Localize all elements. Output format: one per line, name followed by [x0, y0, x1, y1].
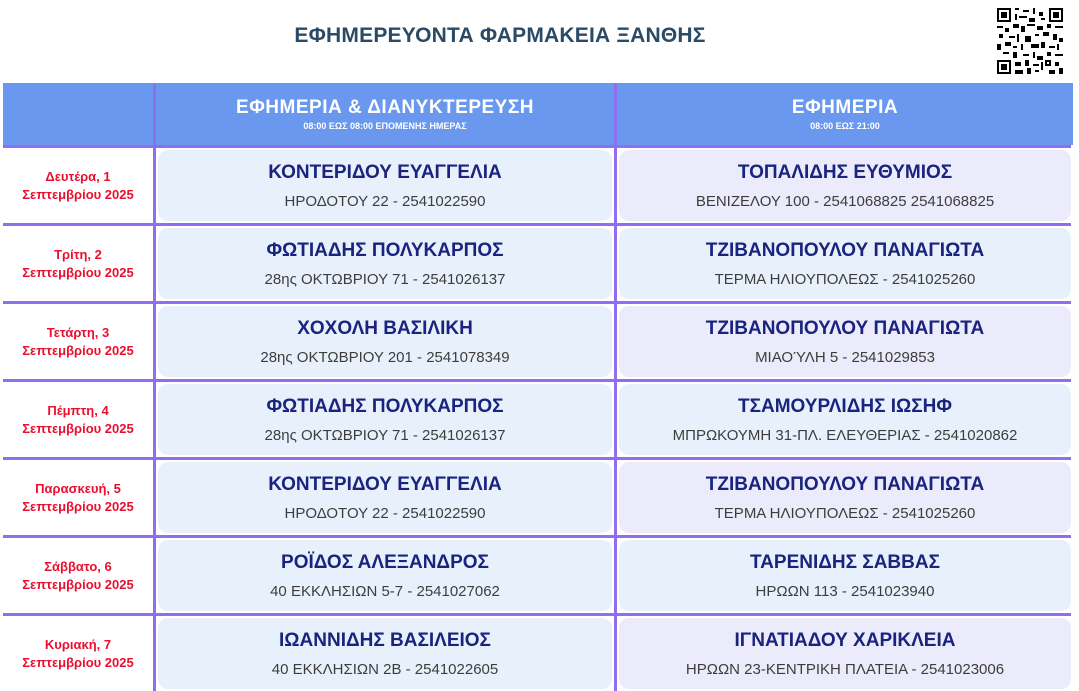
pharmacy-name: ΙΩΑΝΝΙΔΗΣ ΒΑΣΙΛΕΙΟΣ [279, 629, 491, 651]
night-pharmacy-cell [158, 618, 612, 689]
pharmacy-name: ΧΟΧΟΛΗ ΒΑΣΙΛΙΚΗ [297, 317, 473, 339]
pharmacy-address: ΜΙΑΟΎΛΗ 5 - 2541029853 [755, 348, 935, 366]
day-date: Σεπτεμβρίου 2025 [22, 498, 134, 514]
day-date: Σεπτεμβρίου 2025 [22, 342, 134, 358]
header-night-duty-title: ΕΦΗΜΕΡΙΑ & ΔΙΑΝΥΚΤΕΡΕΥΣΗ [236, 97, 534, 118]
pharmacy-name: ΤΖΙΒΑΝΟΠΟΥΛΟΥ ΠΑΝΑΓΙΩΤΑ [705, 317, 985, 339]
header-day-duty-hours: 08:00 ΕΩΣ 21:00 [810, 121, 880, 131]
pharmacy-address: ΗΡΩΩΝ 113 - 2541023940 [755, 582, 935, 600]
pharmacy-name: ΚΟΝΤΕΡΙΔΟΥ ΕΥΑΓΓΕΛΙΑ [268, 473, 502, 495]
header-night-duty [156, 83, 614, 145]
day-label [3, 304, 153, 379]
day-pharmacy-cell [619, 540, 1071, 611]
pharmacy-name: ΤΑΡΕΝΙΔΗΣ ΣΑΒΒΑΣ [749, 551, 940, 573]
day-label [3, 226, 153, 301]
day-pharmacy-cell [619, 228, 1071, 299]
pharmacy-name: ΙΓΝΑΤΙΑΔΟΥ ΧΑΡΙΚΛΕΙΑ [734, 629, 956, 651]
pharmacy-name: ΡΟΪΔΟΣ ΑΛΕΞΑΝΔΡΟΣ [281, 551, 489, 573]
night-pharmacy-cell [158, 306, 612, 377]
day-date: Σεπτεμβρίου 2025 [22, 264, 134, 280]
header-day-duty-title: ΕΦΗΜΕΡΙΑ [791, 97, 899, 118]
pharmacy-name: ΤΖΙΒΑΝΟΠΟΥΛΟΥ ΠΑΝΑΓΙΩΤΑ [705, 473, 985, 495]
day-label [3, 382, 153, 457]
qr-code-icon[interactable] [997, 8, 1063, 74]
night-pharmacy-cell [158, 384, 612, 455]
pharmacy-name: ΤΣΑΜΟΥΡΛΙΔΗΣ ΙΩΣΗΦ [738, 395, 952, 417]
pharmacy-address: 28ης ΟΚΤΩΒΡΙΟΥ 71 - 2541026137 [264, 426, 506, 444]
pharmacy-address: 40 ΕΚΚΛΗΣΙΩΝ 2Β - 2541022605 [271, 660, 499, 678]
day-name: Τρίτη, 2 [54, 246, 102, 262]
header-corner [3, 83, 153, 145]
night-pharmacy-cell [158, 540, 612, 611]
day-label [3, 148, 153, 223]
day-name: Δευτέρα, 1 [45, 168, 111, 184]
night-pharmacy-cell [158, 150, 612, 221]
day-date: Σεπτεμβρίου 2025 [22, 420, 134, 436]
pharmacy-address: ΜΠΡΩΚΟΥΜΗ 31-ΠΛ. ΕΛΕΥΘΕΡΙΑΣ - 2541020862 [672, 426, 1018, 444]
pharmacy-address: 28ης ΟΚΤΩΒΡΙΟΥ 201 - 2541078349 [260, 348, 510, 366]
pharmacy-address: 28ης ΟΚΤΩΒΡΙΟΥ 71 - 2541026137 [264, 270, 506, 288]
day-name: Τετάρτη, 3 [46, 324, 110, 340]
day-label [3, 538, 153, 613]
day-pharmacy-cell [619, 306, 1071, 377]
night-pharmacy-cell [158, 462, 612, 533]
day-pharmacy-cell [619, 462, 1071, 533]
pharmacy-address: ΗΡΟΔΟΤΟΥ 22 - 2541022590 [284, 504, 486, 522]
day-name: Παρασκευή, 5 [35, 480, 121, 496]
pharmacy-address: ΤΕΡΜΑ ΗΛΙΟΥΠΟΛΕΩΣ - 2541025260 [714, 270, 976, 288]
page-title: ΕΦΗΜΕΡΕΥΟΝΤΑ ΦΑΡΜΑΚΕΙΑ ΞΑΝΘΗΣ [294, 24, 706, 47]
pharmacy-name: ΦΩΤΙΑΔΗΣ ΠΟΛΥΚΑΡΠΟΣ [266, 395, 504, 417]
pharmacy-address: 40 ΕΚΚΛΗΣΙΩΝ 5-7 - 2541027062 [270, 582, 500, 600]
pharmacy-schedule-table [3, 83, 1071, 691]
day-name: Σάββατο, 6 [44, 558, 112, 574]
day-date: Σεπτεμβρίου 2025 [22, 576, 134, 592]
day-pharmacy-cell [619, 150, 1071, 221]
day-name: Κυριακή, 7 [44, 636, 112, 652]
header-night-duty-hours: 08:00 ΕΩΣ 08:00 ΕΠΟΜΕΝΗΣ ΗΜΕΡΑΣ [303, 121, 467, 131]
day-label [3, 460, 153, 535]
pharmacy-name: ΚΟΝΤΕΡΙΔΟΥ ΕΥΑΓΓΕΛΙΑ [268, 161, 502, 183]
header-day-duty [617, 83, 1073, 145]
day-name: Πέμπτη, 4 [47, 402, 109, 418]
pharmacy-address: ΗΡΩΩΝ 23-ΚΕΝΤΡΙΚΗ ΠΛΑΤΕΙΑ - 2541023006 [685, 660, 1005, 678]
pharmacy-name: ΤΟΠΑΛΙΔΗΣ ΕΥΘΥΜΙΟΣ [737, 161, 953, 183]
pharmacy-name: ΦΩΤΙΑΔΗΣ ΠΟΛΥΚΑΡΠΟΣ [266, 239, 504, 261]
pharmacy-address: ΗΡΟΔΟΤΟΥ 22 - 2541022590 [284, 192, 486, 210]
pharmacy-address: ΤΕΡΜΑ ΗΛΙΟΥΠΟΛΕΩΣ - 2541025260 [714, 504, 976, 522]
day-pharmacy-cell [619, 384, 1071, 455]
day-pharmacy-cell [619, 618, 1071, 689]
day-date: Σεπτεμβρίου 2025 [22, 654, 134, 670]
day-date: Σεπτεμβρίου 2025 [22, 186, 134, 202]
day-label [3, 616, 153, 691]
night-pharmacy-cell [158, 228, 612, 299]
pharmacy-address: ΒΕΝΙΖΕΛΟΥ 100 - 2541068825 2541068825 [695, 192, 995, 210]
pharmacy-name: ΤΖΙΒΑΝΟΠΟΥΛΟΥ ΠΑΝΑΓΙΩΤΑ [705, 239, 985, 261]
